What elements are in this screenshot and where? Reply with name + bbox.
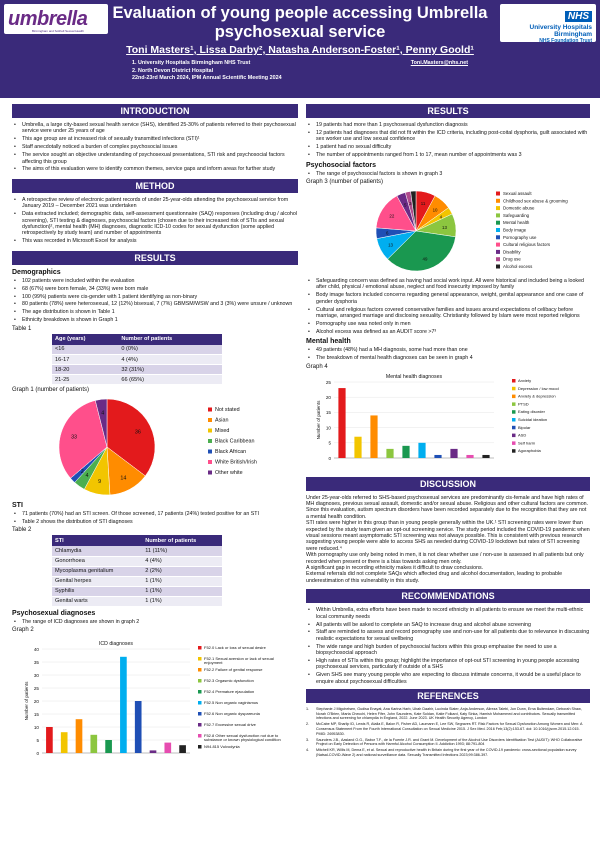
- pie-data-label: 4: [439, 214, 443, 220]
- y-tick-label: 15: [33, 712, 39, 718]
- list-item: • Pornography use was noted only in men: [306, 321, 590, 327]
- table1-caption: Table 1: [12, 325, 32, 332]
- psychosocial-pie-chart: [306, 187, 590, 273]
- legend-swatch: [208, 418, 212, 422]
- legend-label: Black Caribbean: [215, 438, 255, 445]
- pie-data-label: 5: [403, 202, 407, 208]
- legend-label: PTSD: [518, 400, 529, 406]
- y-tick-label: 20: [325, 394, 331, 400]
- table-row: [52, 355, 222, 365]
- legend-label: Drug use: [503, 256, 521, 262]
- legend-label: F52.5 Non organic vaginismus: [204, 700, 259, 706]
- mh-list: [306, 347, 590, 361]
- legend-swatch: [512, 441, 516, 445]
- legend-swatch: [208, 460, 212, 464]
- bar-f52-0-lack-or-loss-of-sexual-desire: [46, 727, 53, 753]
- bar-f52-2-failure-of-genital-response: [76, 720, 83, 754]
- table-header-row: [52, 334, 222, 345]
- bar-asd: [450, 448, 457, 457]
- pie-data-label: 4: [101, 410, 105, 417]
- y-tick-label: 5: [36, 738, 39, 744]
- list-item: • The breakdown of mental health diagnoses can be seen in graph 4: [306, 355, 590, 361]
- legend-swatch: [198, 734, 202, 738]
- legend-swatch: [496, 250, 500, 254]
- table-row: [52, 556, 222, 566]
- legend-swatch: [512, 425, 516, 429]
- legend-label: Mixed: [215, 428, 230, 435]
- list-item: • Ethnicity breakdown is shown in Graph 1: [12, 317, 298, 323]
- legend-swatch: [198, 723, 202, 727]
- bar-f52-8-other-sexual-dysfunction-not-due-t: [164, 743, 171, 753]
- list-item: • Staff anecdotally noticed a burden of complex psychosocial issues: [12, 144, 298, 150]
- nhs-logo-line2: Birmingham: [554, 31, 592, 38]
- results-heading-right: RESULTS: [306, 104, 590, 118]
- legend-label: Childhood sex abuse & grooming: [503, 198, 568, 204]
- list-item: • 19 patients had more than 1 psychosexual dysfunction diagnosis: [306, 122, 590, 128]
- legend-swatch: [512, 379, 516, 383]
- bar-self-harm: [466, 454, 473, 457]
- legend-label: Anxiety & depression: [518, 393, 556, 399]
- icd-bar-chart: [12, 635, 298, 763]
- psf-list-2: [306, 278, 590, 335]
- list-item: • The wide range and high burden of psychosocial factors within this group emphasise the need to use a biopsychosocial approach: [306, 644, 590, 657]
- list-item: • All patients will be asked to complete an SAQ to increase drug and alcohol abuse screening: [306, 622, 590, 628]
- table-cell: Syphilis: [52, 586, 142, 596]
- table-cell: Chlamydia: [52, 546, 142, 556]
- table-cell: 11 (11%): [142, 546, 222, 556]
- bar-agoraphobia: [482, 454, 489, 457]
- graph3-caption: Graph 3 (number of patients): [306, 178, 384, 185]
- introduction-list: [12, 122, 298, 173]
- authors: Toni Masters¹, Lissa Darby², Natasha Anderson-Foster¹, Penny Goold¹: [126, 44, 474, 56]
- table-cell: 0 (0%): [118, 345, 222, 355]
- legend-label: ASD: [518, 432, 527, 438]
- list-item: • Safeguarding concern was defined as having had social work input. All were historical and included being a looked after child, physical / emotional abuse, neglect and food insecurity imposed by family: [306, 278, 590, 291]
- legend-swatch: [208, 471, 212, 475]
- pie-data-label: 14: [120, 475, 127, 482]
- sti-title: STI: [12, 502, 23, 510]
- legend-label: Anxiety: [518, 377, 532, 383]
- method-heading: METHOD: [12, 179, 298, 193]
- table2-caption: Table 2: [12, 527, 32, 534]
- table-header: Age (years): [52, 334, 118, 345]
- graph4-caption: Graph 4: [306, 363, 328, 370]
- reference-item: 4. Mitchell KR, Willis M, Dema E, et al. Sexual and reproductive health in Britain during the first year of the COVID-19 pandemic: cross-sectional population survey (Natsal-COVID-Wave 2) and national surveillance data. Sexually Transmitted Infections 2023;99:386-397.: [306, 748, 577, 757]
- bar-f52-4-premature-ejaculation: [105, 740, 112, 753]
- list-item: • Within Umbrella, extra efforts have been made to record ethnicity in all patients to ensure we meet the multi-ethnic local community needs: [306, 607, 590, 620]
- legend-label: Agoraphobia: [518, 447, 541, 453]
- bar-depression-low-mood: [354, 436, 361, 457]
- pie-data-label: 10: [432, 207, 438, 213]
- legend-swatch: [496, 199, 500, 203]
- legend-label: F52.3 Orgasmic dysfunction: [204, 678, 254, 684]
- bar-f52-1-sexual-aversion-or-lack-of-sexual-: [61, 733, 68, 754]
- legend-swatch: [496, 257, 500, 261]
- table-header: Number of patients: [142, 535, 222, 546]
- legend-label: Bipolar: [518, 424, 531, 430]
- y-tick-label: 20: [33, 699, 39, 705]
- legend-swatch: [496, 206, 500, 210]
- list-item: • The age distribution is shown in Table 1: [12, 309, 298, 315]
- legend-swatch: [496, 191, 500, 195]
- references-heading: REFERENCES: [306, 689, 590, 703]
- legend-label: Sexual assault: [503, 190, 532, 196]
- bar-anxiety-depression: [370, 415, 377, 458]
- demographics-list: [12, 278, 298, 324]
- pie-data-label: 36: [134, 429, 141, 436]
- bar-suicidal-ideation: [418, 442, 425, 457]
- table-header: Number of patients: [118, 334, 222, 345]
- nhs-logo-line3: NHS Foundation Trust: [539, 38, 592, 44]
- list-item: • The range of ICD diagnoses are shown in graph 2: [12, 619, 298, 625]
- bar-f52-5-non-organic-vaginismus: [120, 657, 127, 753]
- legend-swatch: [198, 690, 202, 694]
- legend-label: F52.7 Excessive sexual drive: [204, 722, 256, 728]
- legend-swatch: [208, 408, 212, 412]
- psychosexual-diagnoses-title: Psychosexual diagnoses: [12, 609, 96, 617]
- y-tick-label: 10: [33, 725, 39, 731]
- psd-list: [12, 619, 298, 625]
- sti-list: [12, 511, 298, 525]
- pie-data-label: 22: [389, 213, 395, 219]
- legend-label: Other white: [215, 470, 243, 477]
- y-tick-label: 0: [36, 751, 39, 757]
- table-row: [52, 546, 222, 556]
- legend-swatch: [512, 386, 516, 390]
- graph1-container: [12, 395, 298, 499]
- legend-label: Domestic abuse: [503, 205, 535, 211]
- legend-swatch: [198, 745, 202, 749]
- y-tick-label: 0: [328, 455, 331, 461]
- table-cell: 2 (2%): [142, 566, 222, 576]
- pie-data-label: 13: [442, 224, 447, 230]
- ethnicity-pie-chart: [12, 395, 298, 499]
- poster-title-line1: Evaluation of young people accessing Umbrella: [112, 4, 488, 22]
- list-item: • 102 patients were included within the evaluation: [12, 278, 298, 284]
- meeting-info: 22nd-23rd March 2024, IPM Annual Scientific Meeting 2024: [132, 75, 282, 82]
- chart-title: Mental health diagnoses: [385, 373, 443, 380]
- table-cell: 1 (1%): [142, 576, 222, 586]
- legend-swatch: [496, 243, 500, 247]
- list-item: • The number of appointments ranged from 1 to 17, mean number of appointments was 3: [306, 152, 590, 158]
- nhs-logo: [500, 4, 596, 42]
- table-cell: 32 (31%): [118, 365, 222, 375]
- pie-data-label: 3: [412, 200, 416, 206]
- left-column: [12, 104, 298, 768]
- legend-label: Mental health: [503, 220, 530, 226]
- table-cell: Genital herpes: [52, 576, 142, 586]
- list-item: • High rates of STIs within this group; highlight the importance of opt-out STI screening in young people accessing psychosexual services, particularly if outside of a SHS: [306, 658, 590, 671]
- list-item: • 71 patients (70%) had an STI screen. Of those screened, 17 patients (24%) tested positive for an STI: [12, 511, 298, 517]
- bar-ptsd: [386, 448, 393, 457]
- psf-list: [306, 171, 590, 177]
- y-tick-label: 25: [33, 686, 39, 692]
- pie-data-label: 2: [80, 469, 84, 476]
- legend-swatch: [198, 712, 202, 716]
- y-axis-label: Number of patients: [316, 400, 321, 439]
- y-tick-label: 40: [33, 647, 39, 653]
- discussion-paragraph: External referrals did not complete SAQs which affected drug and alcohol documentation, leading to probable underestimation of this vulnerability in this study.: [306, 571, 563, 584]
- legend-label: Not stated: [215, 407, 240, 414]
- legend-label: Depression / low mood: [518, 385, 559, 391]
- table-cell: Gonorrhoea: [52, 556, 142, 566]
- recommendations-list: [306, 607, 590, 685]
- legend-swatch: [496, 235, 500, 239]
- discussion-paragraph: With pornography use only being noted in men, it is not clear whether use / non-use is assessed in all patients but only recorded when present or there is a bias towards asking men only.: [306, 552, 584, 565]
- age-table: [52, 334, 222, 386]
- table-header: STI: [52, 535, 142, 546]
- contact-email[interactable]: Toni.Masters@nhs.net: [410, 60, 468, 66]
- y-tick-label: 30: [33, 673, 39, 679]
- pie-data-label: 11: [420, 201, 426, 207]
- table-cell: <16: [52, 345, 118, 355]
- pie-data-label: 6: [386, 230, 389, 236]
- legend-swatch: [208, 450, 212, 454]
- affiliations: [132, 60, 282, 83]
- legend-label: Pornography use: [503, 234, 537, 240]
- legend-label: F52.2 Failure of genital response: [204, 667, 263, 673]
- results-right-list: [306, 122, 590, 159]
- legend-swatch: [496, 221, 500, 225]
- table-cell: 1 (1%): [142, 586, 222, 596]
- legend-label: F52.6 Non organic dyspareunia: [204, 711, 260, 717]
- list-item: • The aims of this evaluation were to identify common themes, service gaps and inform areas for further study: [12, 166, 298, 172]
- legend-swatch: [496, 264, 500, 268]
- discussion-paragraph: STI rates were higher in this group than in young people generally within the UK.¹ STI screening rates were lower than expected by the study team given an opt-out screening service. The study period included the COVID-19 pandemic when visual sessions meant asymptomatic STI screening was not always possible. This is consistent with previous research suggesting young people were able to access SHS as needed during COVID-19 lockdown but rates of STI screening were reduced.⁴: [306, 520, 590, 552]
- legend-label: Self harm: [518, 439, 536, 445]
- list-item: • This age group are at increased risk of sexually transmitted infections (STI)¹: [12, 136, 298, 142]
- poster-title-line2: psychosexual service: [214, 23, 386, 41]
- legend-swatch: [496, 228, 500, 232]
- pie-data-label: 9: [98, 478, 102, 485]
- results-heading-left: RESULTS: [12, 251, 298, 265]
- list-item: • 68 (67%) were born female, 34 (33%) were born male: [12, 286, 298, 292]
- nhs-badge: NHS: [565, 11, 592, 22]
- pie-data-label: 33: [71, 434, 78, 441]
- list-item: • A retrospective review of electronic patient records of under 25-year-olds attending the psychosexual service from January 2019 – December 2021 was undertaken: [12, 197, 298, 210]
- legend-label: White British/Irish: [215, 459, 257, 466]
- list-item: • 1 patient had no sexual difficulty: [306, 144, 590, 150]
- y-tick-label: 15: [325, 409, 331, 415]
- list-item: • The service sought an objective understanding of psychosexual presentations, STI risk and psychosocial factors affecting this group: [12, 152, 298, 165]
- table-cell: 21-25: [52, 375, 118, 385]
- legend-swatch: [198, 657, 202, 661]
- table-cell: 4 (4%): [142, 556, 222, 566]
- bar-f52-7-excessive-sexual-drive: [150, 751, 157, 754]
- legend-label: F52.8 Other sexual dysfunction not due to substance or known physiological condition: [204, 733, 281, 743]
- legend-label: N94.815 Vulvodynia: [204, 744, 240, 750]
- legend-label: Suicidal ideation: [518, 416, 548, 422]
- method-list: [12, 197, 298, 245]
- table-row: [52, 375, 222, 385]
- legend-label: Cultural religious factors: [503, 242, 551, 248]
- table-row: [52, 365, 222, 375]
- table-row: [52, 566, 222, 576]
- legend-swatch: [512, 449, 516, 453]
- introduction-heading: INTRODUCTION: [12, 104, 298, 118]
- list-item: • Table 2 shows the distribution of STI diagnoses: [12, 519, 298, 525]
- legend-label: F52.0 Lack or loss of sexual desire: [204, 645, 266, 651]
- pie-data-label: 4: [85, 473, 89, 480]
- list-item: • Data extracted included; demographic data, self-assessment questionnaire (SAQ) responses (including drug / alcohol screening), STI testing & diagnoses, psychosocial factors (chosen due to their increased risk of STIs and sexual dysfunction)², mental health (MH) diagnoses, diagnostic ICD-10 codes for sexual dysfunction (some applied retrospectively by study team) and number of appointments: [12, 211, 298, 237]
- table-cell: 18-20: [52, 365, 118, 375]
- reference-item: 2. McCabe MP, Sharlip ID, Lewis R, Atalla E, Balon R, Fisher AD, Laumann E, Lee SW, Segraves RT. Risk Factors for Sexual Dysfunction Among Women and Men: A Consensus Statement From the Fourth International Consultation on Sexual Medicine 2015. J Sex Med. 2016 Feb;13(2):153-67. doi: 10.1016/j.jsxm.2015.12.015. PMID: 26953830.: [306, 722, 583, 736]
- list-item: • This was recorded in Microsoft Excel for analysis: [12, 238, 298, 244]
- legend-swatch: [512, 410, 516, 414]
- legend-swatch: [512, 418, 516, 422]
- list-item: • Staff are reminded to assess and record pornography use and non-use for all patients due to relevance in discussing realistic expectations for sexual wellbeing: [306, 629, 590, 642]
- list-item: • Given SHS see many young people who are expecting to discuss intimate concerns, it would be a useful place to enquire about psychosexual difficulties: [306, 672, 590, 685]
- demographics-title: Demographics: [12, 268, 61, 276]
- poster-title: [110, 4, 490, 42]
- table-row: [52, 586, 222, 596]
- legend-label: Asian: [215, 417, 229, 424]
- table-cell: Mycoplasma genitalium: [52, 566, 142, 576]
- legend-label: F52.4 Premature ejaculation: [204, 689, 255, 695]
- affiliation-1: 1. University Hospitals Birmingham NHS Trust: [132, 60, 251, 66]
- list-item: • Body image factors included concerns regarding general appearance, weight, genital appearance and one case of gender dysphoria: [306, 292, 590, 305]
- list-item: • Umbrella, a large city-based sexual health service (SHS), identified 25-30% of patients referred to their psychosexual service were under 25 years of age: [12, 122, 298, 135]
- table-row: [52, 345, 222, 355]
- sti-table: [52, 535, 222, 607]
- legend-swatch: [512, 433, 516, 437]
- umbrella-logo-text: umbrella: [8, 7, 88, 30]
- table-cell: 16-17: [52, 355, 118, 365]
- bar-f52-3-orgasmic-dysfunction: [90, 735, 97, 753]
- reference-text: Mitchell KR, Willis M, Dema E, et al. Sexual and reproductive health in Britain during the first year of the COVID-19 pandemic: cross-sectional population survey (Natsal-COVID-Wave 2) and national surveillance data. Sexually Transmitted Infections 2023;99:386-397.: [316, 748, 577, 757]
- bar-bipolar: [434, 454, 441, 457]
- legend-swatch: [198, 679, 202, 683]
- legend-swatch: [512, 402, 516, 406]
- graph2-caption: Graph 2: [12, 627, 34, 634]
- legend-swatch: [198, 701, 202, 705]
- table-row: [52, 576, 222, 586]
- reference-text: Stephanie J Migchelsen, Gudisa Enayat, Ana Karina Harb, Ubah Daahir, Lucinda Slater, Anja Anderson, Alireza Talebi, Jon Dunn, Erna Buitendam, Deborah Shaw, Norah O'Brien, Marta Checchi, Helen Fifer, John Saunders, Kate Soldan, Katie Folkard, Katy Sinka, Hamish Mohammed and contributors. Sexually transmitted infections and screening for chlamydia in England, 2022. June 2023. UK Health Security Agency, London: [316, 707, 582, 721]
- affiliation-2: 2. North Devon District Hospital: [132, 67, 214, 74]
- bar-anxiety: [338, 388, 345, 458]
- umbrella-logo: [4, 4, 108, 34]
- y-axis-label: Number of patients: [24, 681, 29, 721]
- table-cell: Genital warts: [52, 596, 142, 606]
- list-item: • Alcohol excess was defined as an AUDIT score >7³: [306, 329, 590, 335]
- legend-swatch: [198, 646, 202, 650]
- right-column: [306, 104, 590, 759]
- nhs-logo-line1: University Hospitals: [529, 24, 592, 31]
- legend-swatch: [208, 439, 212, 443]
- reference-item: 1. Stephanie J Migchelsen, Gudisa Enayat, Ana Karina Harb, Ubah Daahir, Lucinda Slater, Anja Anderson, Alireza Talebi, Jon Dunn, Erna Buitendam, Deborah Shaw, Norah O'Brien, Marta Checchi, Helen Fifer, John Saunders, Kate Soldan, Katie Folkard, Katy Sinka, Hamish Mohammed and contributors. Sexually transmitted infections and screening for chlamydia in England, 2022. June 2023. UK Health Security Agency, London: [306, 707, 582, 721]
- legend-swatch: [496, 213, 500, 217]
- table-row: [52, 596, 222, 606]
- discussion-paragraph: A significant gap in recording ethnicity makes it difficult to draw conclusions.: [306, 564, 484, 571]
- bar-f52-6-non-organic-dyspareunia: [135, 701, 142, 753]
- mental-health-title: Mental health: [306, 338, 351, 346]
- mental-health-bar-chart: [306, 372, 590, 468]
- pie-data-label: 3: [408, 200, 412, 206]
- references-list: [306, 707, 590, 757]
- list-item: • 80 patients (78%) were heterosexual, 12 (12%) bisexual, 7 (7%) GBMSM/WSW and 3 (3%) were unsure / unknown: [12, 301, 298, 307]
- list-item: • Cultural and religious factors covered conservative families and issues around expectations of celibacy before marriage, arranged marriage and disclosing sexuality. Christianity followed by Islam were most reported religions: [306, 307, 590, 320]
- legend-swatch: [208, 429, 212, 433]
- y-tick-label: 10: [325, 424, 331, 430]
- reference-text: McCabe MP, Sharlip ID, Lewis R, Atalla E, Balon R, Fisher AD, Laumann E, Lee SW, Segraves RT. Risk Factors for Sexual Dysfunction Among Women and Men: A Consensus Statement From the Fourth International Consultation on Sexual Medicine 2015. J Sex Med. 2016 Feb;13(2):153-67. doi: 10.1016/j.jsxm.2015.12.015. PMID: 26953830.: [316, 722, 583, 736]
- legend-label: Disability: [503, 249, 521, 255]
- list-item: • The range of psychosocial factors is shown in graph 3: [306, 171, 590, 177]
- legend-swatch: [198, 668, 202, 672]
- y-tick-label: 35: [33, 660, 39, 666]
- table-cell: 1 (1%): [142, 596, 222, 606]
- discussion-heading: DISCUSSION: [306, 477, 590, 491]
- chart-title: ICD diagnoses: [98, 641, 134, 648]
- legend-label: Safeguarding: [503, 212, 530, 218]
- reference-item: 3. Saunders J.B., Aasland O.G., Babor T.F., de la Fuente J.R. and Grant M. Development of the Alcohol Use Disorders Identification Test (AUDIT): WHO Collaborative Project on Early Detection of Persons with Harmful Alcohol Consumption II. Addiction 1993; 88:791-804: [306, 737, 583, 747]
- list-item: • 12 patients had diagnoses that did not fit within the ICD criteria, including post-coital dysphoria, guilt associated with sex worker use and low sexual confidence: [306, 130, 590, 143]
- bar-eating-disorder: [402, 445, 409, 457]
- pie-data-label: 13: [388, 242, 393, 248]
- list-item: • 49 patients (48%) had a MH diagnosis, some had more than one: [306, 347, 590, 353]
- bar-n94-815-vulvodynia: [179, 746, 186, 754]
- pie-data-label: 49: [422, 256, 428, 262]
- y-tick-label: 5: [328, 440, 331, 446]
- reference-text: Saunders J.B., Aasland O.G., Babor T.F., de la Fuente J.R. and Grant M. Development of the Alcohol Use Disorders Identification Test (AUDIT): WHO Collaborative Project on Early Detection of Persons with Harmful Alcohol Consumption II. Addiction 1993; 88:791-804: [316, 737, 583, 747]
- umbrella-logo-tagline: Birmingham and Solihull Sexual Health: [32, 29, 84, 33]
- list-item: • 100 (99%) patients were cis-gender with 1 patient identifying as non-binary: [12, 294, 298, 300]
- poster-header: [0, 0, 600, 98]
- legend-swatch: [512, 394, 516, 398]
- discussion-paragraph: Under 25-year-olds referred to SHS-based psychosexual services are predominantly cis-female and have high rates of MH diagnoses, previous sexual assault, domestic and/or sexual abuse. Religious and other cultural factors are common. Since this evaluation, autism spectrum disorders have been recorded separately due to the recognition that they are not a mental health condition.: [306, 494, 589, 520]
- table-header-row: [52, 535, 222, 546]
- legend-label: F52.1 Sexual aversion or lack of sexual enjoyment: [204, 656, 274, 666]
- legend-label: Eating disorder: [518, 408, 545, 414]
- graph1-caption: Graph 1 (number of patients): [12, 387, 90, 394]
- table-cell: 4 (4%): [118, 355, 222, 365]
- table-cell: 66 (65%): [118, 375, 222, 385]
- y-tick-label: 25: [325, 379, 331, 385]
- legend-label: Body image: [503, 227, 527, 233]
- legend-label: Black African: [215, 449, 247, 456]
- psychosocial-factors-title: Psychosocial factors: [306, 161, 377, 169]
- legend-label: Alcohol excess: [503, 263, 533, 269]
- recommendations-heading: RECOMMENDATIONS: [306, 589, 590, 603]
